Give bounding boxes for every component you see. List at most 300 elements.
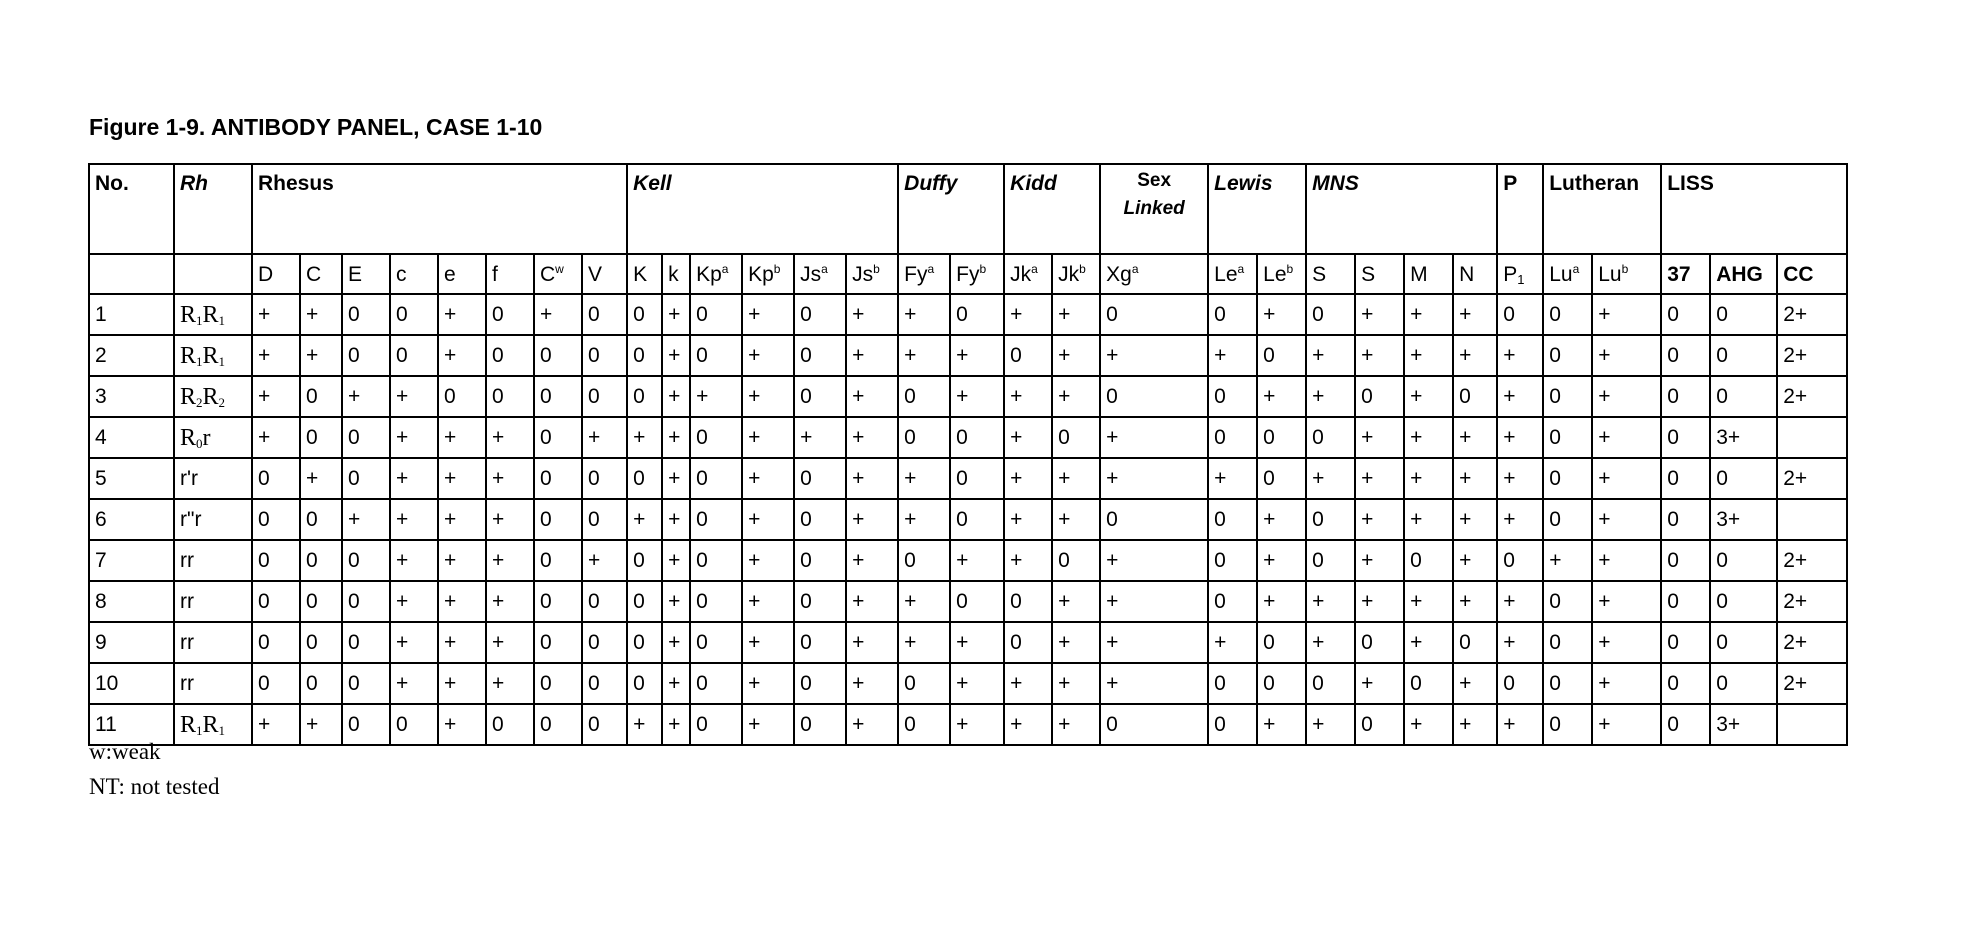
result-cell: +: [1257, 540, 1306, 581]
antigen-name: V: [588, 262, 603, 286]
antigen-name: D: [258, 262, 274, 286]
result-cell: +: [662, 663, 690, 704]
result-cell: +: [1257, 704, 1306, 745]
result-cell: +: [390, 540, 438, 581]
antigen-superscript: a: [1237, 261, 1245, 276]
result-cell: 0: [950, 499, 1004, 540]
result-cell: 0: [794, 663, 846, 704]
result-cell: 0: [390, 294, 438, 335]
antigen-name: Jk: [1058, 262, 1080, 286]
result-cell: 0: [582, 376, 627, 417]
result-cell: 0: [1208, 376, 1257, 417]
result-cell: +: [486, 540, 534, 581]
result-cell: 2+: [1777, 663, 1847, 704]
result-cell: 0: [252, 540, 300, 581]
result-cell: +: [582, 417, 627, 458]
result-cell: 0: [1497, 294, 1543, 335]
cell-rh-phenotype: [174, 663, 252, 704]
antigen-name: Xg: [1106, 262, 1132, 286]
result-cell: 0: [1306, 499, 1355, 540]
result-cell: +: [1004, 540, 1052, 581]
result-cell: +: [1052, 376, 1100, 417]
antigen-superscript: a: [721, 261, 729, 276]
rh-letter: R: [202, 301, 219, 328]
result-cell: +: [950, 540, 1004, 581]
result-cell: 0: [898, 704, 950, 745]
result-cell: +: [1355, 294, 1404, 335]
result-cell: +: [742, 376, 794, 417]
result-cell: +: [252, 294, 300, 335]
result-cell: +: [1497, 417, 1543, 458]
antigen-name: Jk: [1010, 262, 1032, 286]
result-cell: 0: [898, 376, 950, 417]
result-cell: 2+: [1777, 458, 1847, 499]
result-cell: 0: [1052, 540, 1100, 581]
result-cell: 0: [1355, 376, 1404, 417]
result-cell: +: [1497, 458, 1543, 499]
result-cell: 0: [794, 622, 846, 663]
header-p: P: [1497, 164, 1543, 254]
result-cell: 0: [690, 540, 742, 581]
result-cell: +: [1497, 335, 1543, 376]
result-cell: 0: [1208, 581, 1257, 622]
rh-text: rr: [180, 672, 194, 695]
table-row: [89, 663, 1847, 704]
result-cell: 0: [898, 417, 950, 458]
antigen-superscript: b: [1286, 261, 1294, 276]
rh-text: r'r: [180, 467, 198, 490]
result-cell: +: [627, 499, 662, 540]
antigen-header-cell: [950, 254, 1004, 294]
result-cell: +: [486, 622, 534, 663]
result-cell: 0: [1543, 499, 1592, 540]
result-cell: +: [1208, 458, 1257, 499]
result-cell: 0: [690, 417, 742, 458]
result-cell: +: [742, 417, 794, 458]
result-cell: +: [662, 458, 690, 499]
result-cell: 0: [1306, 417, 1355, 458]
result-cell: +: [898, 294, 950, 335]
antigen-header-cell: [486, 254, 534, 294]
result-cell: +: [1257, 581, 1306, 622]
result-cell: 0: [1208, 417, 1257, 458]
result-cell: 0: [252, 663, 300, 704]
cell-rh-phenotype: [174, 704, 252, 745]
cell-rh-phenotype: [174, 499, 252, 540]
result-cell: 0: [300, 663, 342, 704]
result-cell: +: [1592, 294, 1661, 335]
result-cell: +: [1453, 581, 1497, 622]
result-cell: +: [1592, 499, 1661, 540]
result-cell: +: [742, 704, 794, 745]
result-cell: +: [1052, 704, 1100, 745]
result-cell: 0: [627, 540, 662, 581]
rh-letter: R: [180, 383, 197, 410]
cell-rh-phenotype: [174, 540, 252, 581]
result-cell: +: [742, 540, 794, 581]
result-cell: +: [1592, 417, 1661, 458]
result-cell: +: [1355, 499, 1404, 540]
result-cell: +: [1404, 581, 1453, 622]
result-cell: +: [1257, 376, 1306, 417]
cell-rh-phenotype: [174, 376, 252, 417]
rh-subscript: 1: [196, 353, 203, 369]
result-cell: +: [1453, 663, 1497, 704]
result-cell: +: [742, 458, 794, 499]
note-not-tested: NT: not tested: [89, 774, 220, 799]
result-cell: +: [662, 417, 690, 458]
result-cell: +: [1052, 663, 1100, 704]
header-liss: LISS: [1661, 164, 1847, 254]
antigen-header-cell: [534, 254, 582, 294]
result-cell: 0: [1543, 663, 1592, 704]
antigen-header-cell: [627, 254, 662, 294]
result-cell: +: [390, 622, 438, 663]
antigen-superscript: a: [1131, 261, 1139, 276]
result-cell: 0: [582, 704, 627, 745]
result-cell: 0: [582, 335, 627, 376]
antibody-panel-table: [88, 163, 1848, 746]
antigen-name: Kp: [696, 262, 722, 286]
result-cell: +: [252, 704, 300, 745]
result-cell: +: [1592, 622, 1661, 663]
result-cell: 0: [1543, 581, 1592, 622]
rh-subscript: 0: [196, 435, 203, 451]
header-no: No.: [89, 164, 174, 254]
result-cell: +: [1497, 622, 1543, 663]
result-cell: 2+: [1777, 335, 1847, 376]
antigen-name: e: [444, 262, 456, 286]
rh-letter: R: [180, 424, 197, 451]
result-cell: +: [1100, 581, 1208, 622]
result-cell: 0: [1052, 417, 1100, 458]
antigen-header-cell: [1453, 254, 1497, 294]
result-cell: +: [1592, 458, 1661, 499]
header-rhesus: Rhesus: [252, 164, 627, 254]
result-cell: 0: [1543, 417, 1592, 458]
result-cell: 0: [794, 376, 846, 417]
result-cell: +: [1497, 376, 1543, 417]
cell-number: 3: [89, 376, 174, 417]
figure-title: Figure 1-9. ANTIBODY PANEL, CASE 1-10: [89, 114, 543, 140]
result-cell: +: [1404, 622, 1453, 663]
antigen-subscript: 1: [1517, 271, 1525, 287]
cell-number: 1: [89, 294, 174, 335]
antigen-header-cell: [300, 254, 342, 294]
result-cell: 0: [1543, 622, 1592, 663]
rh-text: r"r: [180, 508, 202, 531]
result-cell: 0: [794, 335, 846, 376]
result-cell: 0: [690, 499, 742, 540]
result-cell: [1777, 499, 1847, 540]
result-cell: +: [690, 376, 742, 417]
result-cell: 0: [1453, 622, 1497, 663]
result-cell: +: [846, 417, 898, 458]
table-row: [89, 294, 1847, 335]
result-cell: 0: [486, 294, 534, 335]
group-header-row: [89, 164, 1847, 254]
table-row: [89, 335, 1847, 376]
antigen-header-cell: [794, 254, 846, 294]
result-cell: +: [438, 622, 486, 663]
result-cell: 0: [1257, 335, 1306, 376]
result-cell: +: [252, 417, 300, 458]
header-duffy: Duffy: [898, 164, 1004, 254]
result-cell: 0: [627, 376, 662, 417]
result-cell: 0: [690, 335, 742, 376]
result-cell: 0: [690, 458, 742, 499]
result-cell: +: [486, 499, 534, 540]
result-cell: 3+: [1710, 417, 1777, 458]
result-cell: +: [1100, 622, 1208, 663]
result-cell: 0: [438, 376, 486, 417]
result-cell: +: [950, 622, 1004, 663]
result-cell: +: [1052, 581, 1100, 622]
result-cell: +: [1052, 499, 1100, 540]
table-row: [89, 540, 1847, 581]
antigen-name: C: [540, 262, 556, 286]
result-cell: 0: [627, 458, 662, 499]
antigen-name: K: [633, 262, 648, 286]
result-cell: +: [794, 417, 846, 458]
antigen-superscript: w: [555, 261, 564, 276]
result-cell: 0: [1208, 663, 1257, 704]
result-cell: 0: [342, 581, 390, 622]
result-cell: 0: [486, 704, 534, 745]
cell-number: 6: [89, 499, 174, 540]
rh-subscript: 2: [196, 394, 203, 410]
result-cell: 0: [1710, 335, 1777, 376]
antigen-header-cell: [1592, 254, 1661, 294]
antigen-name: Fy: [956, 262, 980, 286]
result-cell: 2+: [1777, 540, 1847, 581]
result-cell: +: [300, 294, 342, 335]
result-cell: +: [898, 622, 950, 663]
table-row: [89, 458, 1847, 499]
result-cell: +: [1100, 335, 1208, 376]
result-cell: +: [486, 458, 534, 499]
result-cell: +: [627, 417, 662, 458]
result-cell: +: [846, 622, 898, 663]
result-cell: +: [1100, 417, 1208, 458]
result-cell: 0: [627, 622, 662, 663]
result-cell: +: [1592, 704, 1661, 745]
result-cell: +: [1355, 540, 1404, 581]
result-cell: 0: [1710, 376, 1777, 417]
result-cell: +: [1355, 417, 1404, 458]
antigen-header-cell: [1257, 254, 1306, 294]
antigen-header-blank: [89, 254, 174, 294]
antigen-name: Lu: [1598, 262, 1622, 286]
result-cell: +: [1004, 417, 1052, 458]
cell-rh-phenotype: [174, 335, 252, 376]
antigen-superscript: a: [1031, 261, 1038, 276]
result-cell: 0: [1306, 663, 1355, 704]
result-cell: +: [846, 704, 898, 745]
rh-subscript: 1: [218, 353, 226, 369]
antigen-superscript: a: [927, 261, 935, 276]
result-cell: +: [742, 499, 794, 540]
table-row: [89, 376, 1847, 417]
result-cell: 2+: [1777, 294, 1847, 335]
result-cell: 0: [252, 499, 300, 540]
result-cell: 0: [342, 540, 390, 581]
result-cell: +: [662, 704, 690, 745]
result-cell: 0: [390, 335, 438, 376]
result-cell: 0: [342, 704, 390, 745]
antigen-name: CC: [1783, 262, 1814, 286]
result-cell: [1777, 704, 1847, 745]
result-cell: +: [662, 622, 690, 663]
result-cell: +: [486, 417, 534, 458]
result-cell: +: [300, 458, 342, 499]
result-cell: +: [846, 294, 898, 335]
result-cell: +: [1404, 294, 1453, 335]
result-cell: 0: [1661, 540, 1710, 581]
result-cell: +: [1052, 458, 1100, 499]
result-cell: 0: [1404, 540, 1453, 581]
result-cell: 0: [794, 540, 846, 581]
result-cell: +: [1100, 458, 1208, 499]
result-cell: 0: [690, 704, 742, 745]
result-cell: +: [534, 294, 582, 335]
antigen-name: P: [1503, 262, 1518, 286]
result-cell: +: [662, 540, 690, 581]
antigen-header-cell: [582, 254, 627, 294]
antigen-superscript: b: [773, 261, 781, 276]
result-cell: 0: [1661, 499, 1710, 540]
result-cell: 0: [534, 704, 582, 745]
result-cell: 0: [690, 663, 742, 704]
antigen-header-cell: [342, 254, 390, 294]
result-cell: 0: [1661, 417, 1710, 458]
antigen-header-cell: [846, 254, 898, 294]
result-cell: +: [1100, 663, 1208, 704]
result-cell: [1777, 417, 1847, 458]
antigen-header-cell: [1052, 254, 1100, 294]
antigen-name: Fy: [904, 262, 928, 286]
result-cell: 0: [1208, 499, 1257, 540]
antigen-name: S: [1361, 262, 1376, 286]
result-cell: 0: [690, 581, 742, 622]
result-cell: 0: [1257, 663, 1306, 704]
result-cell: +: [1404, 335, 1453, 376]
rh-subscript: 1: [218, 722, 226, 738]
antigen-superscript: b: [979, 261, 987, 276]
result-cell: 0: [342, 663, 390, 704]
result-cell: 2+: [1777, 376, 1847, 417]
antigen-header-cell: [1355, 254, 1404, 294]
result-cell: +: [390, 376, 438, 417]
antigen-header-cell: [390, 254, 438, 294]
result-cell: +: [742, 622, 794, 663]
antigen-header-cell: [1497, 254, 1543, 294]
rh-letter: R: [180, 301, 197, 328]
result-cell: 0: [1306, 294, 1355, 335]
result-cell: +: [1592, 663, 1661, 704]
table-row: [89, 622, 1847, 663]
rh-letter: R: [180, 342, 197, 369]
result-cell: 0: [342, 335, 390, 376]
result-cell: +: [1306, 581, 1355, 622]
result-cell: +: [1306, 622, 1355, 663]
rh-letter: r: [202, 424, 211, 451]
antigen-header-cell: [1100, 254, 1208, 294]
result-cell: 0: [1355, 704, 1404, 745]
result-cell: 0: [1004, 335, 1052, 376]
result-cell: 0: [1453, 376, 1497, 417]
result-cell: 0: [1355, 622, 1404, 663]
result-cell: 3+: [1710, 704, 1777, 745]
result-cell: +: [898, 458, 950, 499]
result-cell: 0: [342, 417, 390, 458]
result-cell: 0: [582, 499, 627, 540]
result-cell: +: [1306, 335, 1355, 376]
result-cell: +: [1052, 335, 1100, 376]
result-cell: 0: [582, 294, 627, 335]
result-cell: 0: [486, 335, 534, 376]
cell-number: 10: [89, 663, 174, 704]
rh-letter: R: [202, 342, 219, 369]
result-cell: 0: [1661, 376, 1710, 417]
antigen-header-blank: [174, 254, 252, 294]
result-cell: +: [1453, 499, 1497, 540]
cell-rh-phenotype: [174, 581, 252, 622]
result-cell: +: [846, 581, 898, 622]
result-cell: +: [1306, 458, 1355, 499]
result-cell: +: [950, 704, 1004, 745]
result-cell: +: [1004, 499, 1052, 540]
result-cell: +: [846, 335, 898, 376]
result-cell: 0: [950, 294, 1004, 335]
result-cell: +: [1306, 376, 1355, 417]
cell-rh-phenotype: [174, 417, 252, 458]
result-cell: 0: [342, 622, 390, 663]
result-cell: +: [1404, 499, 1453, 540]
result-cell: 0: [950, 581, 1004, 622]
result-cell: +: [846, 540, 898, 581]
result-cell: +: [1257, 499, 1306, 540]
result-cell: +: [1004, 376, 1052, 417]
result-cell: 0: [794, 704, 846, 745]
result-cell: 3+: [1710, 499, 1777, 540]
result-cell: +: [342, 499, 390, 540]
result-cell: 0: [1543, 294, 1592, 335]
result-cell: 0: [1710, 294, 1777, 335]
result-cell: 0: [390, 704, 438, 745]
result-cell: +: [846, 458, 898, 499]
result-cell: +: [1404, 458, 1453, 499]
result-cell: 0: [1661, 663, 1710, 704]
result-cell: 0: [1208, 704, 1257, 745]
antigen-name: N: [1459, 262, 1475, 286]
antigen-name: Le: [1214, 262, 1238, 286]
result-cell: 0: [1257, 622, 1306, 663]
rh-text: rr: [180, 549, 194, 572]
antigen-name: C: [306, 262, 322, 286]
result-cell: 0: [1404, 663, 1453, 704]
result-cell: 0: [1661, 335, 1710, 376]
antigen-name: AHG: [1716, 262, 1763, 286]
cell-number: 4: [89, 417, 174, 458]
rh-letter: R: [180, 711, 197, 738]
result-cell: +: [252, 376, 300, 417]
result-cell: 0: [627, 663, 662, 704]
result-cell: +: [390, 581, 438, 622]
result-cell: 0: [794, 458, 846, 499]
result-cell: 0: [898, 540, 950, 581]
antigen-header-row: [89, 254, 1847, 294]
